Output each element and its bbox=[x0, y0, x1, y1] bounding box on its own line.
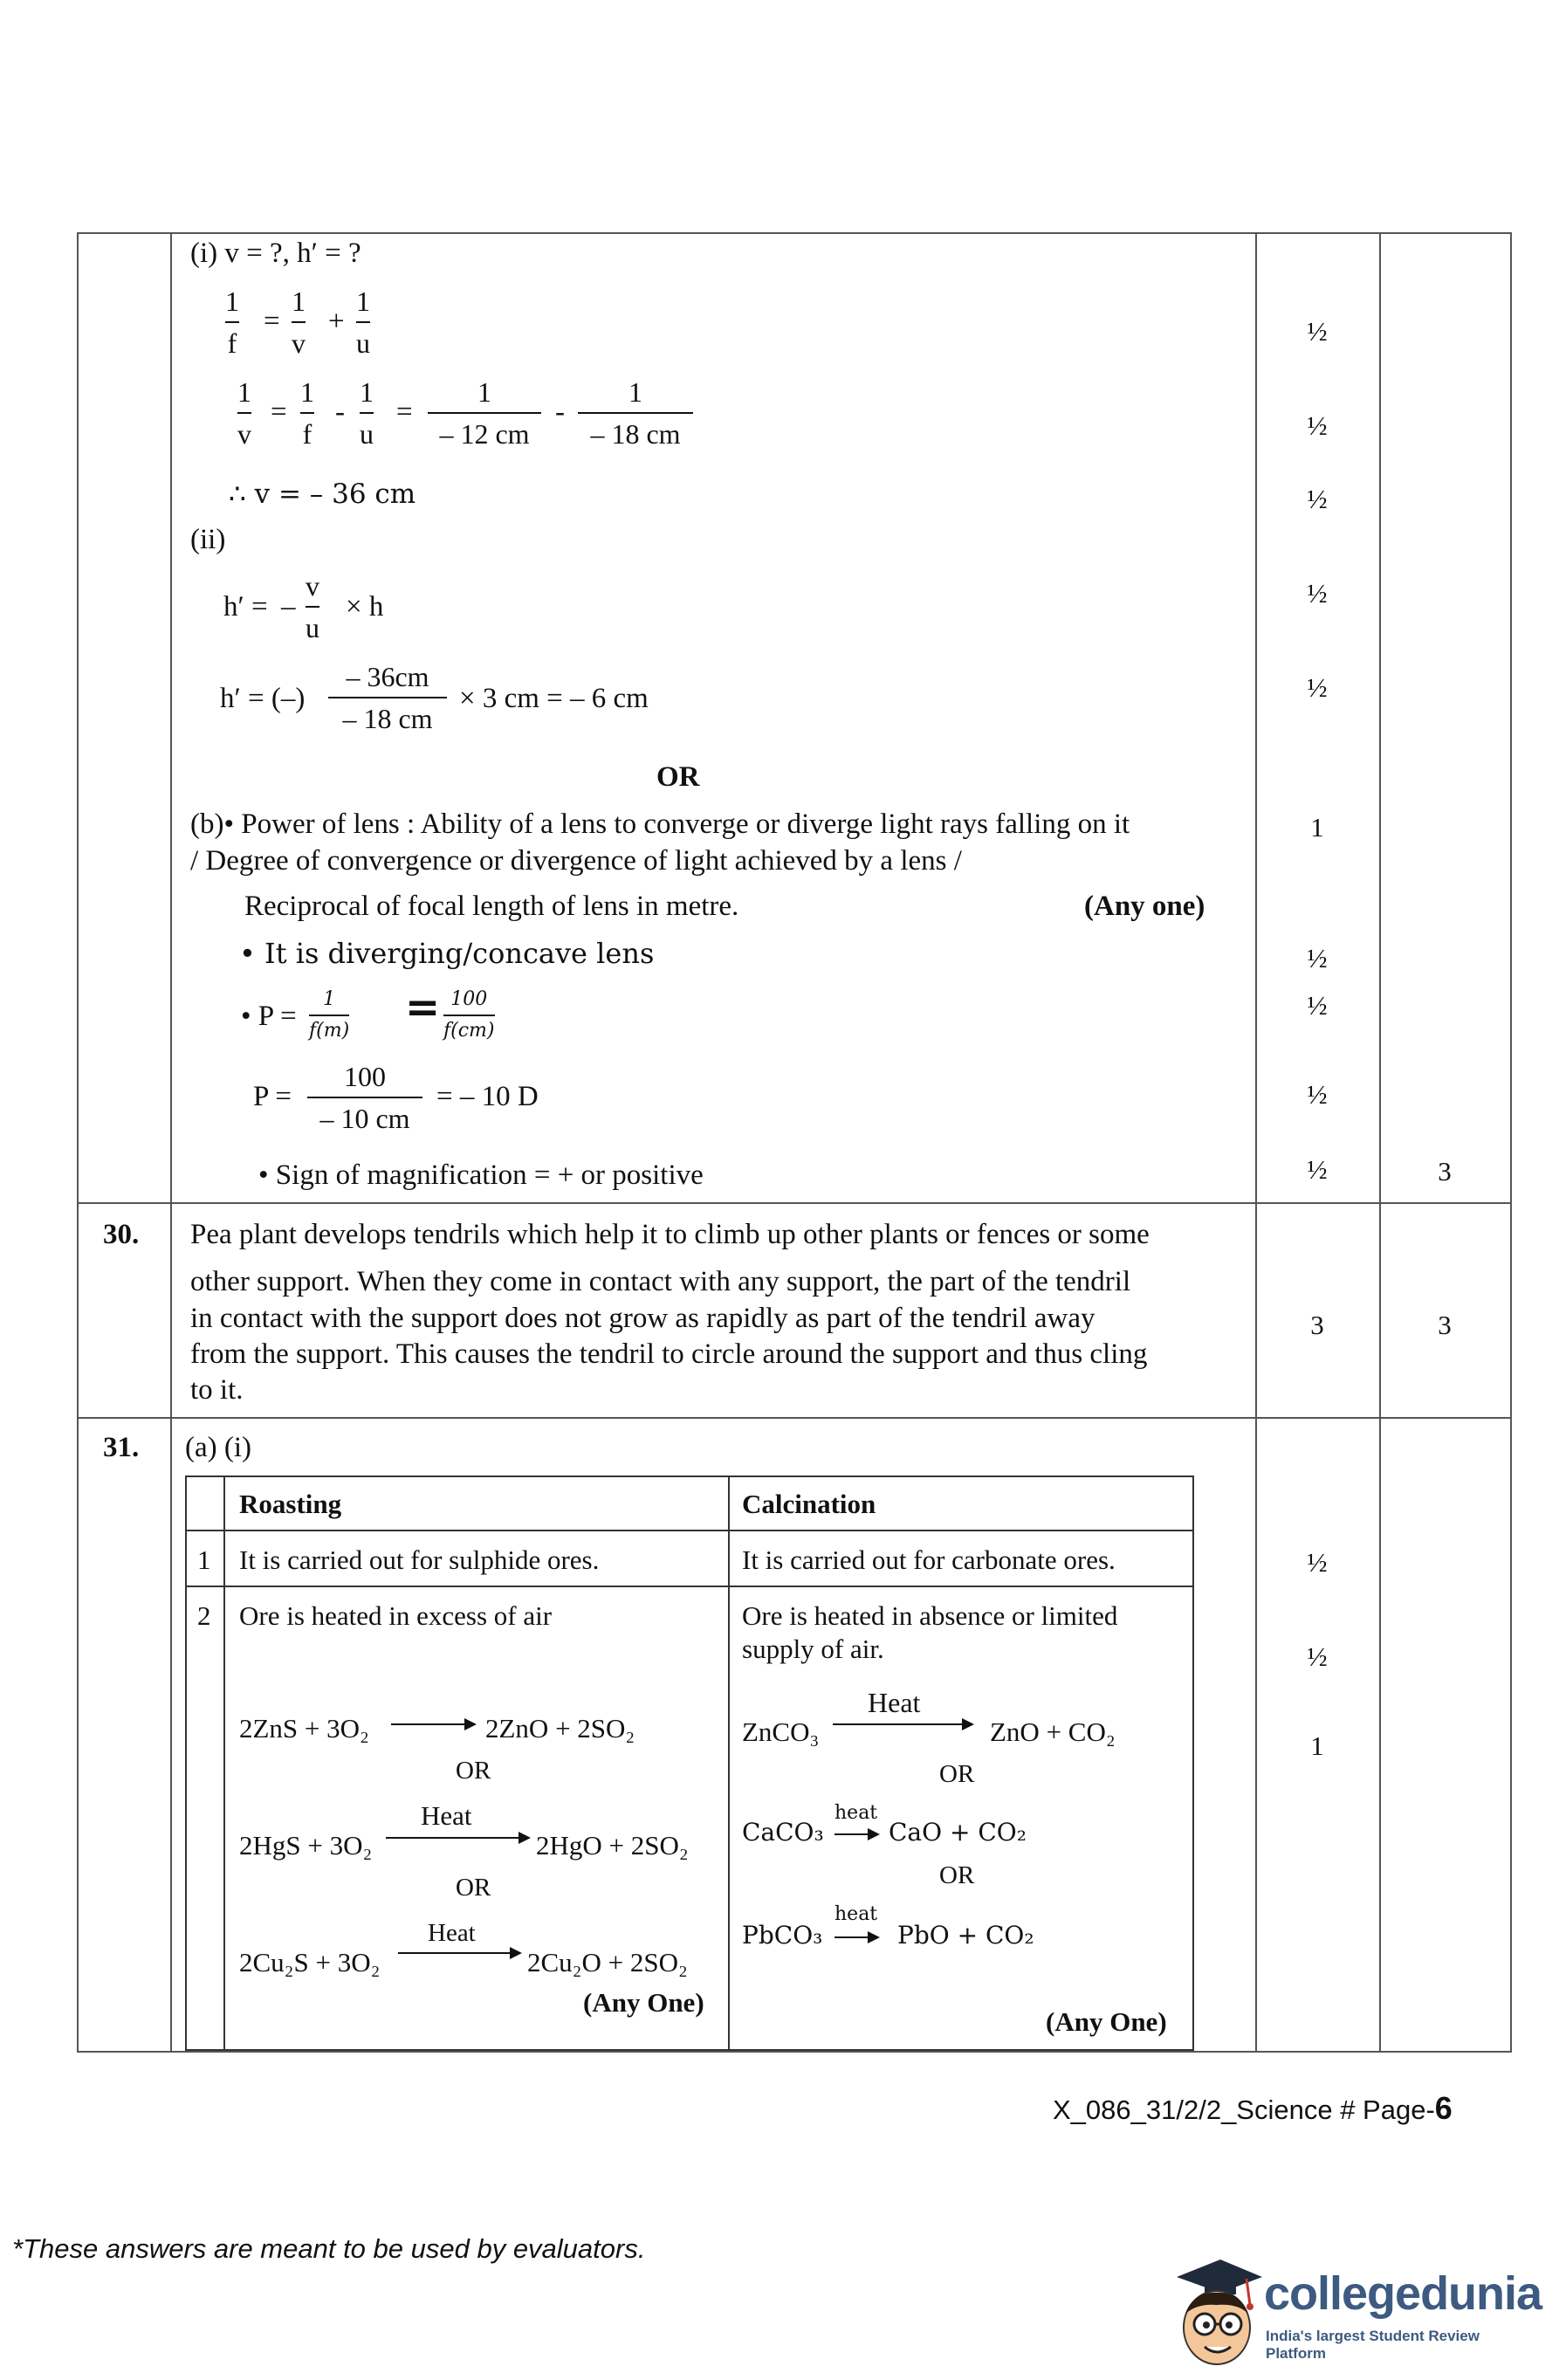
calcination-cell: supply of air. bbox=[742, 1634, 884, 1664]
or-label: OR bbox=[456, 1757, 491, 1785]
frac-1-minus18: 1 – 18 cm bbox=[578, 375, 693, 451]
total-mark: 3 bbox=[1438, 1310, 1452, 1340]
mark: 1 bbox=[1310, 1730, 1324, 1761]
row-number: 2 bbox=[197, 1600, 211, 1631]
reaction-arrow bbox=[391, 1723, 475, 1725]
eq-sign: = bbox=[396, 396, 413, 428]
inner-table-bottom bbox=[185, 2049, 1194, 2051]
heat-label: heat bbox=[834, 1802, 878, 1824]
frac-1-v: 1 v bbox=[237, 376, 251, 450]
or-label: OR bbox=[456, 1874, 491, 1902]
total-mark: 3 bbox=[1438, 1156, 1452, 1187]
roasting-eq-reactants: 2ZnS + 3O₂ bbox=[239, 1713, 369, 1744]
diverging-lens-bullet: • It is diverging/concave lens bbox=[239, 937, 655, 970]
calcination-cell: It is carried out for carbonate ores. bbox=[742, 1544, 1116, 1575]
reaction-arrow bbox=[834, 1833, 878, 1835]
mark: ½ bbox=[1307, 1079, 1328, 1110]
row-divider-30-31 bbox=[77, 1417, 1512, 1419]
eq-sign: = bbox=[271, 396, 287, 428]
eq-sign: = bbox=[264, 306, 280, 337]
question-number: 31. bbox=[103, 1432, 140, 1463]
inner-table-row1-bottom bbox=[185, 1586, 1194, 1587]
mark: ½ bbox=[1307, 990, 1328, 1021]
power-calc-lhs: P = bbox=[253, 1081, 292, 1112]
power-definition-line1: (b)• Power of lens : Ability of a lens to converge or diverge light rays falling on it bbox=[190, 808, 1130, 840]
brand-tagline: India's largest Student Review Platform bbox=[1266, 2328, 1480, 2362]
mark: ½ bbox=[1307, 672, 1328, 703]
answer-line: other support. When they come in contact with any support, the part of the tendril bbox=[190, 1266, 1131, 1297]
answer-line: to it. bbox=[190, 1374, 244, 1406]
roasting-cell: Ore is heated in excess of air bbox=[239, 1600, 553, 1631]
inner-table-right bbox=[1192, 1475, 1194, 2051]
col-qno-divider bbox=[170, 232, 172, 2053]
calcination-eq-products: ZnO + CO₂ bbox=[990, 1716, 1116, 1747]
calcination-eq-products: CaO + CO₂ bbox=[889, 1818, 1027, 1847]
frac-1-u: 1 u bbox=[360, 376, 374, 450]
mascot-icon bbox=[1159, 2253, 1264, 2375]
subpart-label: (a) (i) bbox=[185, 1432, 252, 1463]
power-formula-lhs: • P = bbox=[241, 1001, 297, 1032]
h-prime-sign: – bbox=[281, 591, 296, 623]
mark: 3 bbox=[1310, 1310, 1324, 1340]
or-divider: OR bbox=[656, 761, 700, 793]
mark: ½ bbox=[1307, 410, 1328, 441]
mark: ½ bbox=[1307, 1154, 1328, 1185]
reaction-arrow bbox=[386, 1837, 529, 1839]
inner-table-left bbox=[185, 1475, 187, 2051]
heat-label: Heat bbox=[428, 1919, 476, 1947]
result-v: ∴ v = – 36 cm bbox=[229, 478, 416, 510]
brand-name: collegedunia bbox=[1264, 2267, 1542, 2320]
header-calcination: Calcination bbox=[742, 1489, 876, 1519]
inner-table-header-bottom bbox=[185, 1530, 1194, 1531]
h-prime-calc-lhs: h′ = (–) bbox=[220, 683, 306, 714]
roasting-eq-reactants: 2Cu₂S + 3O₂ bbox=[239, 1947, 381, 1978]
roasting-eq-reactants: 2HgS + 3O₂ bbox=[239, 1830, 373, 1861]
inner-table-top bbox=[185, 1475, 1194, 1477]
col-right-border bbox=[1510, 232, 1512, 2053]
calcination-cell: Ore is heated in absence or limited bbox=[742, 1600, 1118, 1631]
h-prime-calc-rhs: × 3 cm = – 6 cm bbox=[459, 683, 649, 714]
or-label: OR bbox=[939, 1861, 975, 1889]
col-left-border bbox=[77, 232, 79, 2053]
power-definition-line2: / Degree of convergence or divergence of light achieved by a lens / bbox=[190, 845, 962, 877]
reaction-arrow bbox=[834, 1936, 878, 1938]
table-bottom-border bbox=[77, 2051, 1512, 2053]
equals-sign: = bbox=[405, 983, 441, 1032]
mark: ½ bbox=[1307, 943, 1328, 973]
question-number: 30. bbox=[103, 1219, 140, 1250]
reaction-arrow bbox=[398, 1952, 520, 1954]
evaluator-note: *These answers are meant to be used by evaluators. bbox=[12, 2233, 646, 2264]
reaction-arrow bbox=[833, 1723, 972, 1725]
roasting-eq-products: 2ZnO + 2SO₂ bbox=[485, 1713, 635, 1744]
any-one-note: (Any one) bbox=[1084, 891, 1205, 922]
page-reference: X_086_31/2/2_Science # Page- bbox=[1053, 2095, 1435, 2125]
col-marks-divider bbox=[1255, 232, 1257, 2053]
any-one-note: (Any One) bbox=[1046, 2006, 1167, 2037]
lens-u-fraction: 1 u bbox=[356, 285, 370, 359]
heat-label: Heat bbox=[868, 1687, 921, 1718]
heat-label: heat bbox=[834, 1903, 878, 1925]
power-calc-rhs: = – 10 D bbox=[436, 1081, 539, 1112]
table-top-border bbox=[77, 232, 1512, 234]
frac-v-u: v u bbox=[306, 570, 319, 643]
frac-1-minus12: 1 – 12 cm bbox=[428, 375, 541, 451]
mark: 1 bbox=[1310, 812, 1324, 843]
answer-line: from the support. This causes the tendril to circle around the support and thus cling bbox=[190, 1338, 1148, 1370]
calcination-eq-products: PbO + CO₂ bbox=[897, 1921, 1034, 1950]
magnification-sign-bullet: • Sign of magnification = + or positive bbox=[258, 1159, 704, 1191]
col-total-divider bbox=[1379, 232, 1381, 2053]
mark: ½ bbox=[1307, 1547, 1328, 1578]
frac-100-minus10: 100 – 10 cm bbox=[307, 1060, 422, 1135]
plus-sign: + bbox=[328, 306, 345, 337]
frac-1-fm: 1 f(m) bbox=[309, 988, 350, 1042]
any-one-note: (Any One) bbox=[583, 1987, 704, 2018]
power-definition-line3: Reciprocal of focal length of lens in metre. bbox=[244, 891, 739, 922]
given-line: (i) v = ?, h′ = ? bbox=[190, 237, 361, 269]
roasting-cell: It is carried out for sulphide ores. bbox=[239, 1544, 600, 1575]
inner-table-mid-divider bbox=[728, 1475, 730, 2051]
minus-sign: - bbox=[555, 396, 565, 428]
row-divider-29-30 bbox=[77, 1202, 1512, 1204]
calcination-eq-reactants: ZnCO₃ bbox=[742, 1716, 820, 1747]
page-number: 6 bbox=[1434, 2090, 1453, 2126]
or-label: OR bbox=[939, 1760, 975, 1788]
frac-1-f: 1 f bbox=[300, 376, 314, 450]
lens-v-fraction: 1 v bbox=[292, 285, 306, 359]
calcination-eq-reactants: PbCO₃ bbox=[742, 1921, 823, 1950]
mark: ½ bbox=[1307, 1641, 1328, 1672]
subpart-ii: (ii) bbox=[190, 524, 226, 555]
mark: ½ bbox=[1307, 484, 1328, 514]
h-prime-rhs: × h bbox=[346, 591, 384, 623]
frac-36-18: – 36cm – 18 cm bbox=[328, 660, 447, 735]
brand-logo bbox=[1159, 2253, 1543, 2375]
roasting-eq-products: 2Cu₂O + 2SO₂ bbox=[527, 1947, 688, 1978]
calcination-eq-reactants: CaCO₃ bbox=[742, 1818, 824, 1847]
lens-f-fraction: 1 f bbox=[225, 285, 239, 359]
answer-line: in contact with the support does not grow as rapidly as part of the tendril away bbox=[190, 1303, 1095, 1334]
minus-sign: - bbox=[335, 396, 345, 428]
header-roasting: Roasting bbox=[239, 1489, 342, 1519]
h-prime-lhs: h′ = bbox=[223, 591, 268, 623]
frac-100-fcm: 100 f(cm) bbox=[443, 988, 495, 1042]
roasting-eq-products: 2HgO + 2SO₂ bbox=[536, 1830, 689, 1861]
mark: ½ bbox=[1307, 316, 1328, 347]
mark: ½ bbox=[1307, 578, 1328, 609]
page-footer bbox=[1053, 2090, 1453, 2127]
answer-line: Pea plant develops tendrils which help it to climb up other plants or fences or some bbox=[190, 1219, 1150, 1250]
inner-table-num-divider bbox=[223, 1475, 225, 2051]
row-number: 1 bbox=[197, 1544, 211, 1575]
heat-label: Heat bbox=[421, 1800, 472, 1831]
